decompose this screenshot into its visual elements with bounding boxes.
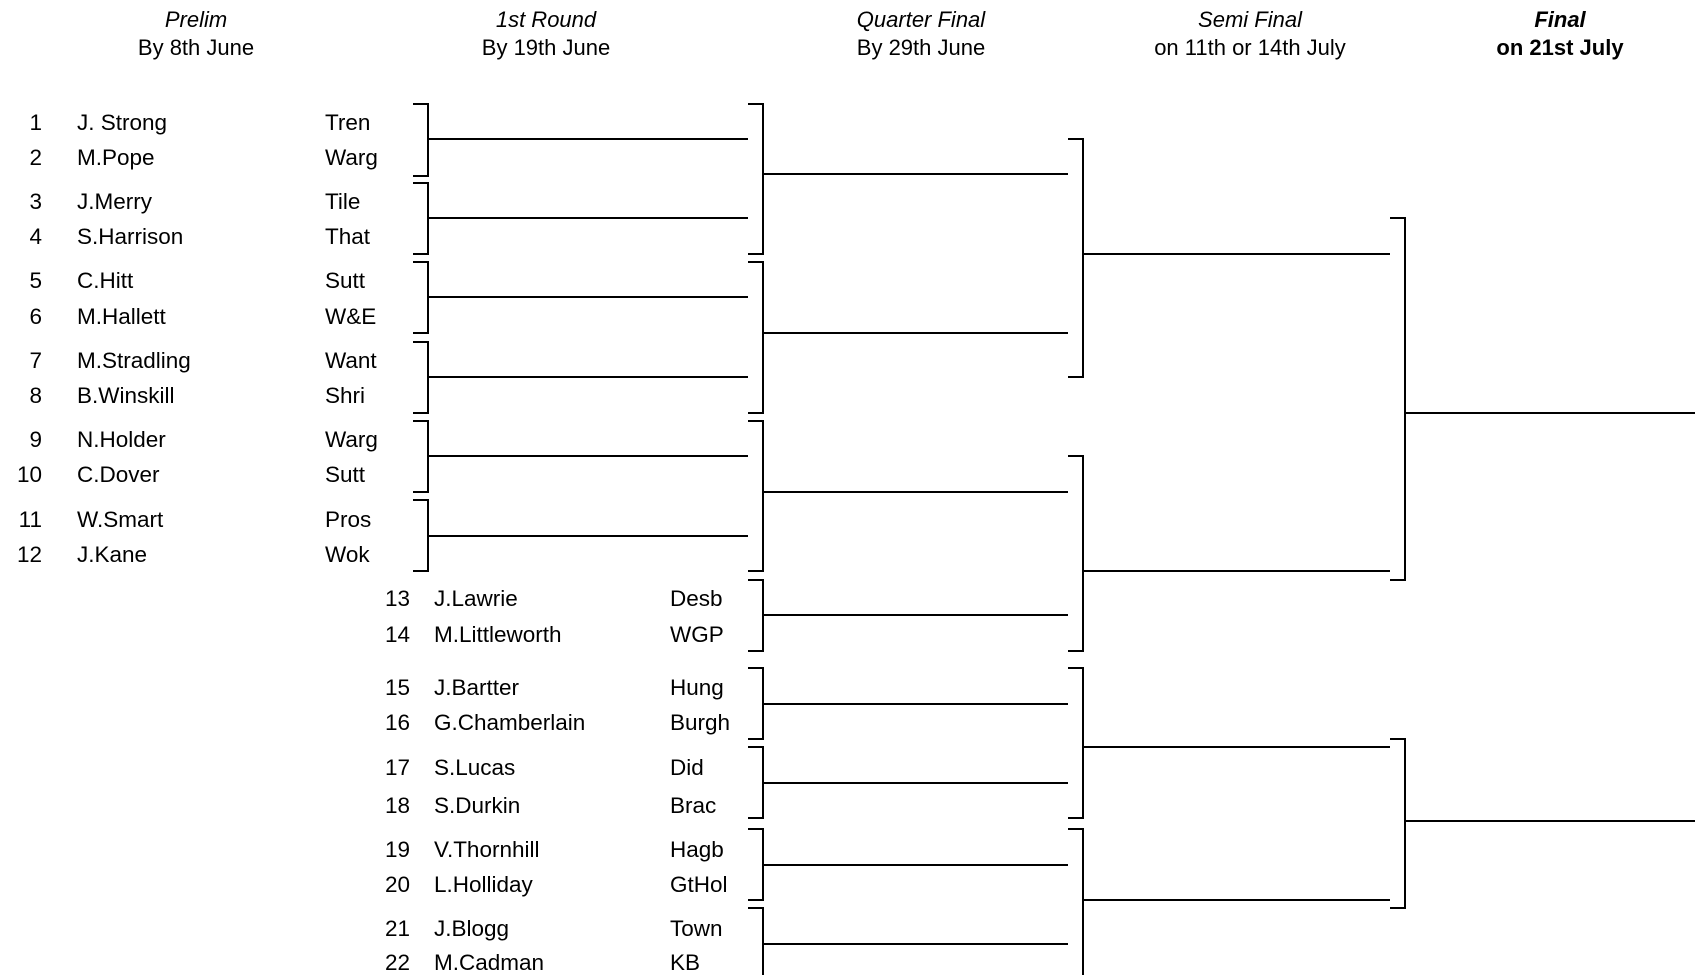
entry-club: Sutt	[325, 268, 366, 293]
prelim-match-5-6	[413, 262, 748, 333]
entry-number: 22	[384, 950, 410, 975]
entry-club: W&E	[325, 304, 377, 329]
entry-number: 3	[29, 189, 42, 214]
entry-number: 14	[384, 622, 410, 647]
entry-club: Town	[670, 916, 723, 941]
entry-club: Warg	[325, 427, 378, 452]
entry-number: 11	[18, 507, 42, 532]
entry-club: Tile	[325, 189, 361, 214]
header-round1-title: 1st Round	[495, 7, 597, 32]
entry-number: 7	[29, 348, 42, 373]
prelim-match-11-12	[413, 500, 748, 571]
header-final-title: Final	[1534, 7, 1586, 32]
entry-club: Tren	[325, 110, 371, 135]
entry-player: V.Thornhill	[434, 837, 540, 862]
entry-club: GtHol	[670, 872, 728, 897]
entry-player: J.Lawrie	[434, 586, 518, 611]
entry-number: 15	[384, 675, 410, 700]
header-final-date: on 21st July	[1496, 35, 1624, 60]
entry-number: 13	[384, 586, 410, 611]
round1-match-a	[748, 104, 1068, 254]
prelim-match-1-2	[413, 104, 748, 176]
quarter-final-match-a	[1068, 139, 1390, 377]
entry-player: G.Chamberlain	[434, 710, 586, 735]
round1-match-13-14	[748, 580, 1068, 651]
entry-player: S.Lucas	[434, 755, 516, 780]
entry-player: J. Strong	[77, 110, 168, 135]
quarter-final-match-d	[1068, 829, 1390, 975]
entry-player: S.Harrison	[77, 224, 184, 249]
quarter-final-match-b	[1068, 456, 1390, 651]
entry-club: Shri	[325, 383, 366, 408]
entry-number: 6	[29, 304, 42, 329]
entry-number: 12	[16, 542, 42, 567]
round1-match-c	[748, 421, 1068, 571]
entry-number: 16	[384, 710, 410, 735]
entry-player: J.Merry	[77, 189, 152, 214]
entry-club: Sutt	[325, 462, 366, 487]
prelim-match-3-4	[413, 183, 748, 254]
entry-player: W.Smart	[77, 507, 164, 532]
entry-player: M.Cadman	[434, 950, 545, 975]
header-semi-final-date: on 11th or 14th July	[1154, 35, 1346, 60]
entry-club: Wok	[325, 542, 370, 567]
header-semi-final-title: Semi Final	[1198, 7, 1302, 32]
entry-number: 5	[29, 268, 42, 293]
header-prelim-title: Prelim	[164, 7, 228, 32]
entry-player: M.Pope	[77, 145, 155, 170]
round1-match-19-20	[748, 829, 1068, 900]
entry-number: 21	[384, 916, 410, 941]
entry-club: Hagb	[670, 837, 724, 862]
entry-number: 19	[384, 837, 410, 862]
header-quarter-final-title: Quarter Final	[856, 7, 986, 32]
entry-club: That	[325, 224, 371, 249]
entry-player: M.Stradling	[77, 348, 191, 373]
entry-club: Warg	[325, 145, 378, 170]
entry-number: 1	[29, 110, 42, 135]
entry-club: Desb	[670, 586, 723, 611]
header-quarter-final-date: By 29th June	[856, 35, 986, 60]
entry-number: 17	[384, 755, 410, 780]
entry-player: M.Littleworth	[434, 622, 562, 647]
entry-number: 10	[16, 462, 42, 487]
quarter-final-match-c	[1068, 668, 1390, 818]
entry-player: J.Bartter	[434, 675, 520, 700]
entry-number: 4	[29, 224, 42, 249]
semi-final-match-b	[1390, 739, 1695, 908]
entry-player: C.Dover	[77, 462, 160, 487]
entry-club: Did	[670, 755, 704, 780]
prelim-match-7-8	[413, 342, 748, 413]
round1-match-17-18	[748, 747, 1068, 818]
entry-club: Hung	[670, 675, 724, 700]
entry-club: KB	[670, 950, 701, 975]
header-round1-date: By 19th June	[481, 35, 611, 60]
entry-player: B.Winskill	[77, 383, 175, 408]
entry-club: Pros	[325, 507, 372, 532]
entry-club: Want	[325, 348, 377, 373]
entry-number: 18	[384, 793, 410, 818]
entry-player: J.Kane	[77, 542, 148, 567]
entry-player: J.Blogg	[434, 916, 510, 941]
entry-number: 2	[29, 145, 42, 170]
prelim-match-9-10	[413, 421, 748, 492]
entry-player: C.Hitt	[77, 268, 134, 293]
round1-match-15-16	[748, 668, 1068, 739]
entry-club: WGP	[670, 622, 724, 647]
header-prelim-date: By 8th June	[137, 35, 255, 60]
entry-player: M.Hallett	[77, 304, 166, 329]
entry-number: 8	[29, 383, 42, 408]
round1-match-b	[748, 262, 1068, 413]
semi-final-match-a	[1390, 218, 1695, 580]
entry-number: 9	[29, 427, 42, 452]
round1-match-21-22	[748, 908, 1068, 975]
entry-club: Brac	[670, 793, 717, 818]
entry-player: L.Holliday	[434, 872, 533, 897]
entry-player: N.Holder	[77, 427, 166, 452]
entry-player: S.Durkin	[434, 793, 521, 818]
entry-number: 20	[384, 872, 410, 897]
entry-club: Burgh	[670, 710, 731, 735]
